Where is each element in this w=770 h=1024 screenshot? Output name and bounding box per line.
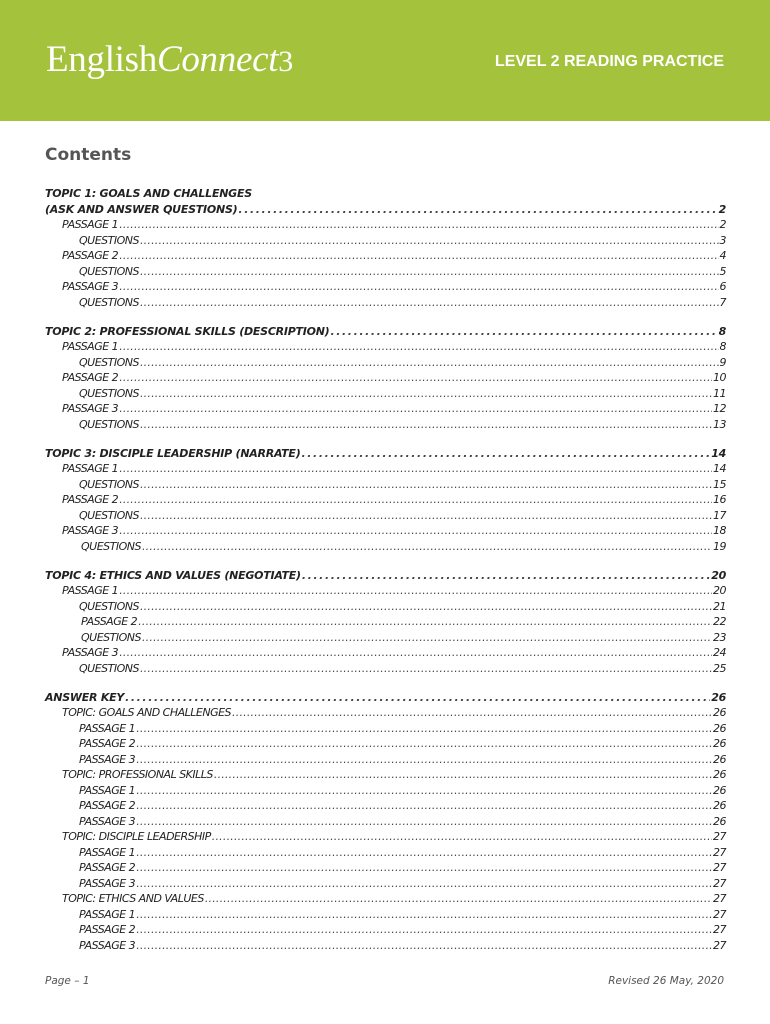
toc-entry-label: QUESTIONS <box>79 599 139 613</box>
toc-entry[interactable] <box>45 233 726 249</box>
toc-entry-page: 27 <box>713 845 726 859</box>
toc-entry-label: PASSAGE 3 <box>79 876 136 890</box>
toc-dot-leader <box>119 370 712 386</box>
toc-dot-leader <box>119 401 712 417</box>
toc-dot-leader <box>232 705 712 721</box>
toc-entry-label: QUESTIONS <box>79 477 139 491</box>
toc-dot-leader <box>142 539 712 555</box>
toc-entry-label: QUESTIONS <box>79 264 139 278</box>
toc-entry-label: TOPIC: DISCIPLE LEADERSHIP <box>62 830 211 843</box>
toc-entry-label: PASSAGE 2 <box>81 615 138 628</box>
logo-english: English <box>46 39 157 80</box>
toc-entry-page: 27 <box>713 876 726 890</box>
toc-dot-leader <box>214 767 712 783</box>
toc-entry-label: TOPIC 4: ETHICS AND VALUES (NEGOTIATE) <box>45 568 301 582</box>
toc-dot-leader <box>119 461 712 477</box>
toc-entry[interactable] <box>45 814 726 830</box>
toc-dot-leader <box>136 752 712 768</box>
table-of-contents <box>45 186 726 953</box>
toc-entry-label: PASSAGE 1 <box>79 783 136 797</box>
toc-dot-leader <box>212 829 712 845</box>
toc-dot-leader <box>140 477 712 493</box>
toc-entry-label: QUESTIONS <box>79 417 139 431</box>
toc-entry-page: 23 <box>713 630 726 644</box>
toc-entry-page: 24 <box>713 646 726 659</box>
toc-entry-page: 10 <box>713 371 726 384</box>
toc-entry-label: (ASK AND ANSWER QUESTIONS) <box>45 202 238 216</box>
toc-dot-leader <box>140 661 712 677</box>
toc-entry[interactable] <box>45 477 726 493</box>
toc-entry[interactable] <box>45 523 726 539</box>
toc-entry-page: 27 <box>713 861 726 874</box>
toc-entry[interactable] <box>45 386 726 402</box>
toc-entry-label: PASSAGE 2 <box>79 799 136 812</box>
toc-entry[interactable] <box>45 583 726 599</box>
toc-entry-label: PASSAGE 2 <box>79 861 136 874</box>
toc-entry[interactable] <box>45 767 726 783</box>
toc-dot-leader <box>136 814 712 830</box>
toc-dot-leader <box>136 922 712 938</box>
toc-entry-label: PASSAGE 2 <box>79 737 136 750</box>
toc-entry[interactable] <box>45 248 726 264</box>
toc-entry[interactable] <box>45 891 726 907</box>
toc-entry[interactable] <box>45 736 726 752</box>
toc-entry-page: 26 <box>713 721 726 735</box>
toc-entry-label: PASSAGE 1 <box>62 462 119 475</box>
toc-dot-leader <box>119 339 718 355</box>
toc-entry[interactable] <box>45 568 726 584</box>
toc-entry-page: 21 <box>713 599 726 613</box>
toc-entry[interactable] <box>45 614 726 630</box>
toc-dot-leader <box>138 614 712 630</box>
toc-entry[interactable] <box>45 417 726 433</box>
toc-entry[interactable] <box>45 401 726 417</box>
toc-dot-leader <box>140 233 719 249</box>
toc-entry-label: PASSAGE 2 <box>62 371 119 384</box>
toc-entry-label: ANSWER KEY <box>45 690 125 704</box>
toc-entry[interactable] <box>45 829 726 845</box>
toc-entry-label: QUESTIONS <box>79 661 139 675</box>
toc-dot-leader <box>136 938 712 954</box>
toc-entry-page: 27 <box>713 923 726 936</box>
toc-entry-page: 17 <box>713 508 726 522</box>
toc-entry-label: PASSAGE 3 <box>62 524 119 537</box>
toc-entry-label: TOPIC: GOALS AND CHALLENGES <box>62 706 232 719</box>
toc-entry-page: 25 <box>713 661 726 675</box>
footer-page-number: Page – 1 <box>45 975 90 987</box>
toc-entry-label: QUESTIONS <box>81 539 141 553</box>
toc-entry-page: 2 <box>719 218 726 231</box>
toc-entry[interactable] <box>45 539 726 555</box>
toc-entry[interactable] <box>45 370 726 386</box>
toc-spacer <box>45 432 726 446</box>
toc-dot-leader <box>119 523 712 539</box>
toc-dot-leader <box>119 645 712 661</box>
toc-entry-label: TOPIC 1: GOALS AND CHALLENGES <box>45 187 252 200</box>
toc-dot-leader <box>119 492 712 508</box>
toc-entry[interactable] <box>45 845 726 861</box>
logo-number: 3 <box>278 45 293 78</box>
toc-entry-page: 26 <box>713 706 726 719</box>
toc-entry[interactable] <box>45 876 726 892</box>
toc-entry-page: 11 <box>713 386 726 400</box>
toc-entry-page: 8 <box>719 340 726 353</box>
toc-dot-leader <box>125 690 710 706</box>
toc-entry-page: 7 <box>719 295 726 309</box>
toc-entry-label: PASSAGE 3 <box>79 938 136 952</box>
toc-dot-leader <box>119 279 718 295</box>
toc-entry-page: 19 <box>713 539 726 553</box>
toc-entry-label: PASSAGE 3 <box>62 280 119 293</box>
toc-dot-leader <box>136 876 712 892</box>
toc-entry-page: 26 <box>713 799 726 812</box>
toc-dot-leader <box>140 355 719 371</box>
toc-entry-label: PASSAGE 1 <box>79 907 136 921</box>
toc-entry-label: TOPIC: ETHICS AND VALUES <box>62 892 204 905</box>
toc-entry-label: PASSAGE 1 <box>62 584 119 597</box>
contents-heading: Contents <box>45 145 132 165</box>
toc-entry[interactable] <box>45 339 726 355</box>
toc-entry[interactable] <box>45 461 726 477</box>
toc-entry-page: 18 <box>713 524 726 537</box>
page-header <box>0 0 770 121</box>
toc-dot-leader <box>136 860 712 876</box>
toc-dot-leader <box>142 630 712 646</box>
toc-dot-leader <box>140 386 712 402</box>
toc-entry[interactable] <box>45 279 726 295</box>
toc-entry-page: 27 <box>713 907 726 921</box>
toc-entry[interactable] <box>45 630 726 646</box>
toc-entry[interactable] <box>45 783 726 799</box>
toc-dot-leader <box>140 295 719 311</box>
toc-spacer <box>45 676 726 690</box>
toc-entry[interactable] <box>45 492 726 508</box>
toc-dot-leader <box>140 264 719 280</box>
toc-entry-page: 8 <box>718 324 726 338</box>
toc-entry-page: 26 <box>713 783 726 797</box>
toc-entry-label: PASSAGE 3 <box>62 402 119 415</box>
toc-entry[interactable] <box>45 599 726 615</box>
toc-dot-leader <box>136 907 712 923</box>
toc-entry-label: QUESTIONS <box>79 355 139 369</box>
toc-dot-leader <box>238 202 717 218</box>
toc-dot-leader <box>136 736 712 752</box>
toc-entry-page: 20 <box>713 584 726 597</box>
toc-dot-leader <box>119 217 718 233</box>
toc-entry-page: 26 <box>713 752 726 766</box>
toc-dot-leader <box>330 324 717 340</box>
toc-entry[interactable] <box>45 907 726 923</box>
toc-entry[interactable] <box>45 938 726 954</box>
toc-entry-page: 14 <box>713 462 726 475</box>
toc-entry-label: PASSAGE 2 <box>62 493 119 506</box>
toc-entry-label: PASSAGE 3 <box>79 752 136 766</box>
document-title: LEVEL 2 READING PRACTICE <box>494 53 724 70</box>
toc-dot-leader <box>140 599 712 615</box>
toc-entry[interactable] <box>45 217 726 233</box>
toc-entry-page: 2 <box>718 202 726 216</box>
toc-entry-page: 26 <box>713 737 726 750</box>
toc-entry[interactable] <box>45 705 726 721</box>
toc-entry[interactable] <box>45 721 726 737</box>
toc-dot-leader <box>140 508 712 524</box>
logo-connect: Connect <box>156 39 279 80</box>
toc-entry-label: PASSAGE 1 <box>79 845 136 859</box>
toc-entry-page: 27 <box>713 938 726 952</box>
toc-entry-page: 20 <box>711 568 726 582</box>
toc-entry-label: PASSAGE 1 <box>62 340 119 353</box>
toc-entry[interactable] <box>45 798 726 814</box>
toc-entry-label: QUESTIONS <box>79 233 139 247</box>
toc-dot-leader <box>136 783 712 799</box>
toc-dot-leader <box>136 721 712 737</box>
toc-entry-label: PASSAGE 2 <box>79 923 136 936</box>
toc-entry-label: TOPIC 2: PROFESSIONAL SKILLS (DESCRIPTION) <box>45 324 330 338</box>
toc-entry-page: 5 <box>719 264 726 278</box>
toc-entry-label: PASSAGE 3 <box>62 646 119 659</box>
toc-entry-label: QUESTIONS <box>79 508 139 522</box>
toc-entry-label: QUESTIONS <box>81 630 141 644</box>
toc-entry-page: 26 <box>713 814 726 828</box>
toc-entry-label: PASSAGE 1 <box>79 721 136 735</box>
toc-entry-label: PASSAGE 3 <box>79 814 136 828</box>
toc-entry[interactable] <box>45 860 726 876</box>
toc-entry-label: TOPIC: PROFESSIONAL SKILLS <box>62 768 213 781</box>
toc-entry[interactable] <box>45 752 726 768</box>
toc-entry-page: 13 <box>713 417 726 431</box>
toc-entry-label: QUESTIONS <box>79 295 139 309</box>
toc-dot-leader <box>140 417 712 433</box>
toc-entry[interactable] <box>45 295 726 311</box>
toc-entry[interactable] <box>45 186 726 202</box>
toc-spacer <box>45 554 726 568</box>
toc-dot-leader <box>301 446 710 462</box>
toc-entry-page: 27 <box>713 892 726 905</box>
toc-entry[interactable] <box>45 645 726 661</box>
toc-entry-label: PASSAGE 1 <box>62 218 119 231</box>
toc-entry-label: QUESTIONS <box>79 386 139 400</box>
toc-entry-page: 27 <box>713 830 726 843</box>
toc-dot-leader <box>136 845 712 861</box>
toc-spacer <box>45 310 726 324</box>
toc-dot-leader <box>136 798 712 814</box>
englishconnect-logo <box>46 36 293 86</box>
footer-revised-date: Revised 26 May, 2020 <box>608 975 724 987</box>
toc-entry-label: TOPIC 3: DISCIPLE LEADERSHIP (NARRATE) <box>45 446 301 460</box>
toc-entry-page: 4 <box>719 249 726 262</box>
toc-entry-page: 16 <box>713 493 726 506</box>
toc-entry-page: 22 <box>713 615 726 628</box>
toc-entry[interactable] <box>45 324 726 340</box>
toc-entry[interactable] <box>45 264 726 280</box>
toc-dot-leader <box>302 568 710 584</box>
toc-entry[interactable] <box>45 922 726 938</box>
toc-entry-label: PASSAGE 2 <box>62 249 119 262</box>
toc-entry[interactable] <box>45 508 726 524</box>
toc-dot-leader <box>119 248 718 264</box>
toc-entry-page: 14 <box>711 446 726 460</box>
toc-entry-page: 3 <box>719 233 726 247</box>
toc-entry[interactable] <box>45 202 726 218</box>
toc-entry-page: 15 <box>713 477 726 491</box>
toc-entry[interactable] <box>45 446 726 462</box>
toc-dot-leader <box>205 891 712 907</box>
toc-entry[interactable] <box>45 690 726 706</box>
toc-entry-page: 9 <box>719 355 726 369</box>
toc-entry[interactable] <box>45 355 726 371</box>
toc-entry[interactable] <box>45 661 726 677</box>
toc-entry-page: 26 <box>711 690 726 704</box>
toc-entry-page: 26 <box>713 768 726 781</box>
toc-entry-page: 6 <box>719 280 726 293</box>
toc-dot-leader <box>119 583 712 599</box>
toc-entry-page: 12 <box>713 402 726 415</box>
